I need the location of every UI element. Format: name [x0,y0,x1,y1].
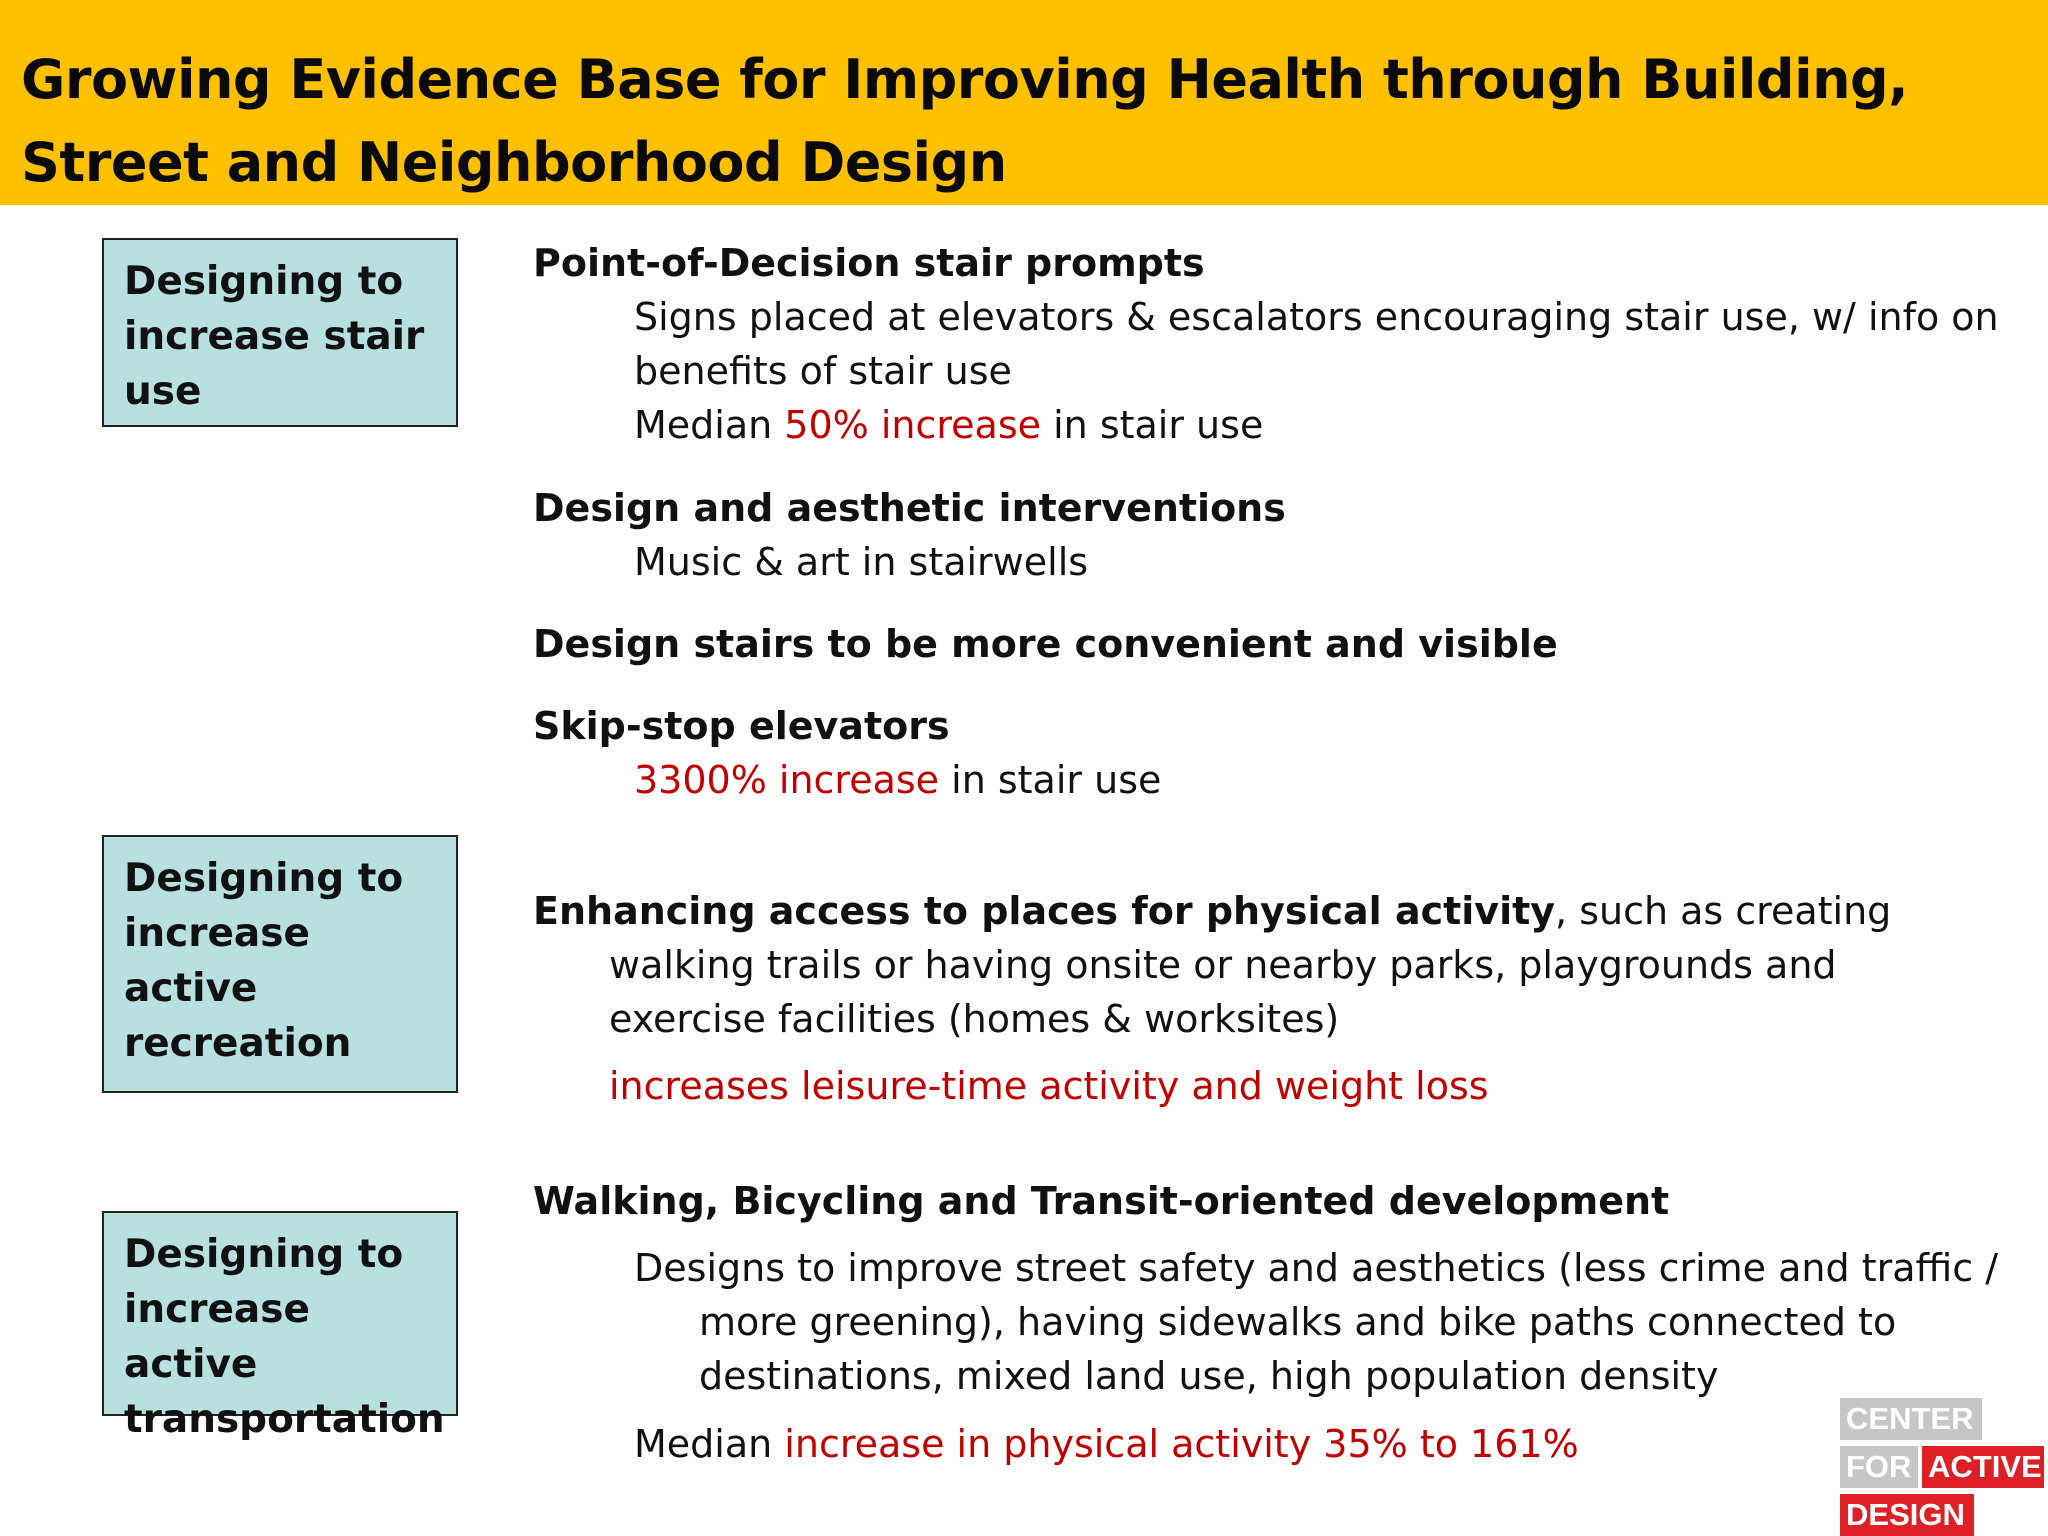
category-active-transportation: Designing to increase active transportation [102,1211,458,1416]
median-highlight: 50% increase [784,403,1042,447]
convenient-heading: Design stairs to be more convenient and visible [533,622,1558,666]
page-title: Growing Evidence Base for Improving Health through Building, Street and Neighborhood Design [21,48,1909,194]
transportation-heading: Walking, Bicycling and Transit-oriented development [533,1179,1670,1223]
logo-word-for: FOR [1840,1446,1918,1488]
point-of-decision-median [634,398,1263,452]
category-stair-use: Designing to increase stair use [102,238,458,427]
category-active-recreation: Designing to increase active recreation [102,835,458,1093]
skip-stop-highlight: 3300% increase [634,758,940,802]
median-suffix: in stair use [1041,403,1264,447]
recreation-result: increases leisure-time activity and weight loss [609,1064,1489,1108]
skip-stop-result [634,753,1161,807]
logo-word-center: CENTER [1840,1398,1982,1440]
point-of-decision-line1: Signs placed at elevators & escalators encouraging stair use, w/ info on [634,295,1999,339]
point-of-decision-heading: Point-of-Decision stair prompts [533,241,1205,285]
recreation-heading-rest: , such as creating [1555,889,1892,933]
point-of-decision-line2: benefits of stair use [634,349,1012,393]
logo-word-design: DESIGN [1840,1494,1974,1536]
skip-stop-heading: Skip-stop elevators [533,704,950,748]
recreation-heading [533,884,1891,938]
median-prefix: Median [634,403,785,447]
transportation-median [634,1417,1579,1471]
aesthetic-detail: Music & art in stairwells [634,540,1089,584]
header-banner [0,0,2048,205]
transportation-line3: destinations, mixed land use, high population density [699,1354,1719,1398]
transportation-line2: more greening), having sidewalks and bike paths connected to [699,1300,1897,1344]
aesthetic-heading: Design and aesthetic interventions [533,486,1286,530]
center-for-active-design-logo [1840,1398,2044,1536]
logo-word-active: ACTIVE [1922,1446,2044,1488]
recreation-heading-bold: Enhancing access to places for physical activity [533,889,1556,933]
skip-stop-suffix: in stair use [939,758,1162,802]
transportation-median-prefix: Median [634,1422,785,1466]
transportation-median-highlight: increase in physical activity 35% to 161% [784,1422,1579,1466]
recreation-line2: walking trails or having onsite or nearby parks, playgrounds and [609,943,1837,987]
recreation-line3: exercise facilities (homes & worksites) [609,997,1340,1041]
transportation-line1: Designs to improve street safety and aesthetics (less crime and traffic / [634,1246,1999,1290]
